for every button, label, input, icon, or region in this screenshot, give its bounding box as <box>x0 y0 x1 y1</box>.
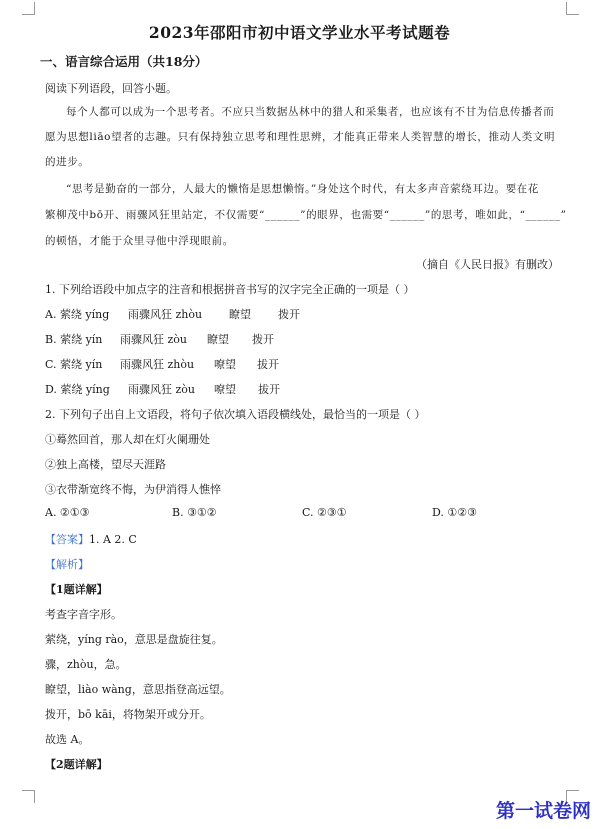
q1-option-c-part3: 嘹望 <box>214 358 236 371</box>
detail-line: 骤，zhòu，急。 <box>45 658 127 671</box>
q1-option-c-part4: 拔开 <box>257 358 279 371</box>
q2-sentence: ①蓦然回首，那人却在灯火阑珊处 <box>45 433 210 446</box>
q1-option-b-part4: 拨开 <box>252 333 274 346</box>
instruction: 阅读下列语段，回答小题。 <box>45 82 177 95</box>
question-2-stem: 2. 下列句子出自上文语段，将句子依次填入语段横线处，最恰当的一项是（ ） <box>45 408 426 421</box>
q2-option-a: A. ②①③ <box>45 506 90 519</box>
detail-line: 考查字音字形。 <box>45 608 122 621</box>
q1-option-a-part2: 雨骤风狂 zhòu <box>128 308 203 321</box>
passage-line: 愿为思想liāo望者的志趣。只有保持独立思考和理性思辨，才能真正带来人类智慧的增长，推动人类文明 <box>45 131 556 143</box>
q1-option-c-part1: C. 萦绕 yín <box>45 358 103 371</box>
q1-option-d-part2: 雨骤风狂 zòu <box>128 383 195 396</box>
q1-option-b-part1: B. 萦绕 yín <box>45 333 103 346</box>
passage-line: “思考是勤奋的一部分，人最大的懒惰是思想懒惰。”身处这个时代，有太多声音萦绕耳边。要在花 <box>66 183 539 195</box>
q2-sentence: ③衣带渐宽终不悔，为伊消得人憔悴 <box>45 483 221 496</box>
q2-option-b: B. ③①② <box>172 506 217 519</box>
answer-text: 1. A 2. C <box>89 533 137 546</box>
detail-line: 拨开，bō kāi，将物架开或分开。 <box>45 708 211 721</box>
passage-line: 繁柳茂中bō开、雨骤风狂里站定，不仅需要“______”的眼界，也需要“______”的思考，唯如此，“______” <box>45 209 567 221</box>
answer-line <box>45 531 137 547</box>
detail-1-label: 【1题详解】 <box>45 583 108 596</box>
crop-mark-bottom-left <box>22 790 35 803</box>
source-note: （摘自《人民日报》有删改） <box>416 258 559 271</box>
detail-line: 故选 A。 <box>45 733 90 746</box>
crop-mark-top-left <box>22 2 35 15</box>
detail-line: 瞭望，liào wàng，意思指登高远望。 <box>45 683 231 696</box>
q1-option-a-part3: 瞭望 <box>229 308 251 321</box>
q2-option-d: D. ①②③ <box>432 506 478 519</box>
q1-option-b-part3: 瞭望 <box>207 333 229 346</box>
page-title: 2023年邵阳市初中语文学业水平考试题卷 <box>148 23 451 42</box>
q2-option-c: C. ②③① <box>302 506 347 519</box>
passage-line: 的顿悟，才能于众里寻他中浮现眼前。 <box>45 235 234 247</box>
q1-option-d-part1: D. 萦绕 yíng <box>45 383 110 396</box>
q1-option-b-part2: 雨骤风狂 zòu <box>120 333 187 346</box>
analysis-label: 【解析】 <box>45 558 89 571</box>
detail-2-label: 【2题详解】 <box>45 758 108 771</box>
question-1-stem: 1. 下列给语段中加点字的注音和根据拼音书写的汉字完全正确的一项是（ ） <box>45 283 415 296</box>
q1-option-d-part3: 嘹望 <box>214 383 236 396</box>
q2-sentence: ②独上高楼，望尽天涯路 <box>45 458 166 471</box>
q1-option-d-part4: 拔开 <box>258 383 280 396</box>
q1-option-a-part1: A. 萦绕 yíng <box>45 308 110 321</box>
q1-option-a-part4: 拨开 <box>278 308 300 321</box>
q1-option-c-part2: 雨骤风狂 zhòu <box>120 358 195 371</box>
passage-line: 每个人都可以成为一个思考者。不应只当数据丛林中的猎人和采集者，也应该有不甘为信息传播者而 <box>66 106 555 118</box>
detail-line: 萦绕，yíng rào，意思是盘旋往复。 <box>45 633 223 646</box>
crop-mark-top-right <box>566 2 579 15</box>
section-heading: 一、语言综合运用（共18分） <box>40 54 208 69</box>
answer-label: 【答案】 <box>45 533 89 546</box>
passage-line: 的进步。 <box>45 156 90 168</box>
watermark-logo: 第一试卷网 <box>495 800 591 822</box>
